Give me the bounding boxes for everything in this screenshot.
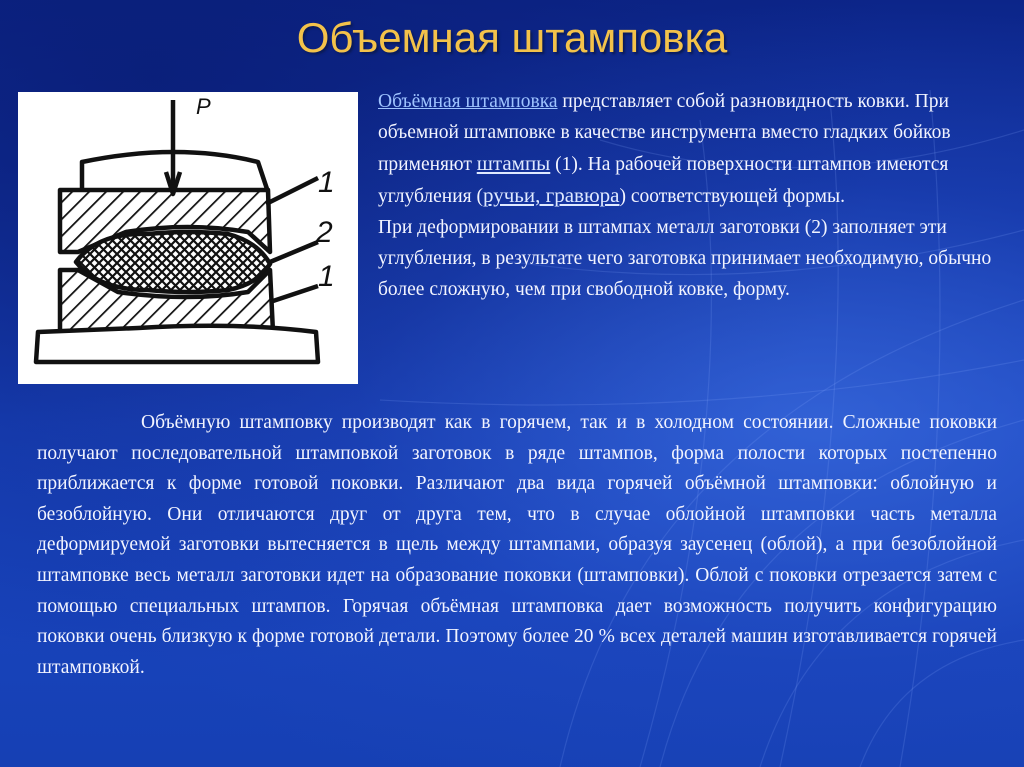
- intro-text-3: ) соответствующей формы.: [619, 186, 845, 207]
- die-forging-link[interactable]: Объёмная штамповка: [378, 91, 558, 112]
- term-stamps-link[interactable]: штампы: [476, 151, 551, 175]
- slide-title: Объемная штамповка: [296, 14, 728, 61]
- label-2: 2: [316, 216, 333, 249]
- die-forging-diagram: [18, 92, 358, 384]
- label-1-bottom: 1: [318, 260, 335, 293]
- intro-text-2: (1). На рабочей поверхности штампов имеются углубления (: [378, 154, 949, 207]
- die-diagram-svg: [18, 92, 358, 384]
- intro-text-4: При деформировании в штампах металл заготовки (2) заполняет эти углубления, в результате чего заготовка принимает необходимую, обычно более сложную, чем при свободной ковке, форму.: [378, 217, 992, 300]
- body-paragraph: Объёмную штамповку производят как в горячем, так и в холодном состоянии. Сложные поковки получают последовательной штамповкой заготовок в ряде штампов, форма полости которых постепенно приближается к форме готовой поковки. Различают два вида горячей объёмной штамповки: облойную и безоблойную. Они отличаются друг от друга тем, что в случае облойной штамповки часть металла деформируемой заготовки вытесняется в щель между штампами, образуя заусенец (облой), а при безоблойной штамповке весь металл заготовки идет на образование поковки (штамповки). Облой с поковки отрезается затем с помощью специальных штампов. Горячая объёмная штамповка дает возможность получить конфигурацию поковки очень близкую к форме готовой детали. Поэтому более 20 % всех деталей машин изготавливается горячей штамповкой.: [37, 412, 997, 678]
- label-1-top: 1: [318, 166, 335, 199]
- intro-text-1: представляет собой разновидность ковки. При объемной штамповке в качестве инструмента вместо гладких бойков применяют: [378, 91, 951, 175]
- term-grooves-link[interactable]: ручьи, гравюра: [483, 183, 620, 207]
- label-p: P: [196, 94, 211, 119]
- intro-text: [378, 86, 998, 305]
